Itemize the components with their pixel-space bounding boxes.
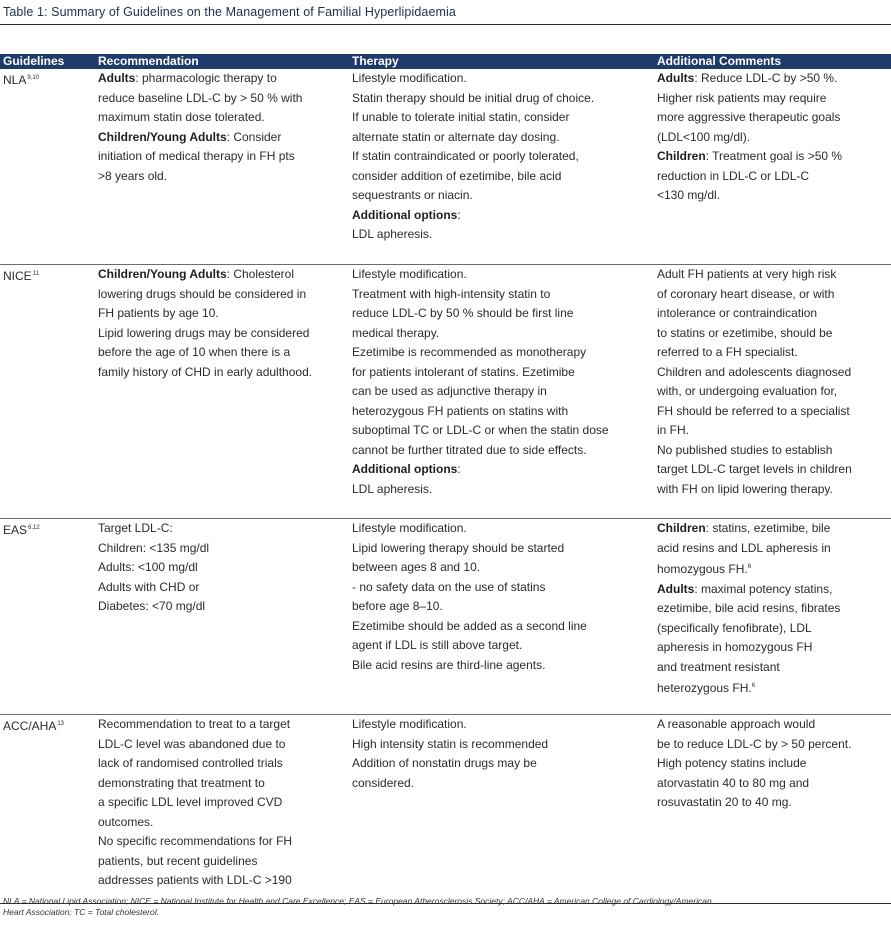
cell-line bbox=[98, 324, 349, 344]
text-run: Lifestyle modification. bbox=[352, 267, 467, 281]
text-run: Adults with CHD or bbox=[98, 579, 200, 594]
text-run: Lifestyle modification. bbox=[352, 71, 467, 85]
table-row bbox=[0, 265, 891, 519]
guidelines-table bbox=[0, 54, 891, 904]
cell-line bbox=[98, 735, 349, 755]
cell-line bbox=[657, 599, 891, 619]
cell-line bbox=[98, 793, 349, 813]
text-run: more aggressive therapeutic goals bbox=[657, 110, 841, 124]
guideline-name: NLA bbox=[3, 73, 27, 87]
cell-line bbox=[98, 715, 349, 735]
header-additional-comments: Additional Comments bbox=[654, 54, 891, 69]
cell-line bbox=[352, 186, 654, 206]
cell-line bbox=[352, 225, 654, 245]
bold-label: Additional options bbox=[352, 462, 458, 476]
cell-line bbox=[352, 69, 654, 89]
footnote-line: Heart Association; TC = Total cholesterol. bbox=[3, 907, 159, 917]
cell-line bbox=[657, 754, 891, 774]
text-run: target LDL-C target levels in children bbox=[657, 462, 852, 476]
text-run: suboptimal TC or LDL-C or when the statin dose bbox=[352, 423, 609, 437]
cell-line bbox=[352, 754, 654, 774]
text-run: rosuvastatin 20 to 40 mg. bbox=[657, 795, 792, 809]
cell-line bbox=[657, 580, 891, 600]
cell-line bbox=[98, 754, 349, 774]
cell-line bbox=[657, 402, 891, 422]
cell-line bbox=[98, 343, 349, 363]
text-run: (specifically fenofibrate), LDL bbox=[657, 620, 812, 635]
reference-superscript: 6 bbox=[747, 564, 752, 570]
cell-line bbox=[657, 460, 891, 480]
text-run: Children and adolescents diagnosed bbox=[657, 364, 852, 379]
cell-line bbox=[352, 363, 654, 383]
cell-line bbox=[657, 343, 891, 363]
cell-line bbox=[98, 578, 349, 598]
text-run: Higher risk patients may require bbox=[657, 90, 827, 105]
reference-superscript: 6 bbox=[751, 683, 756, 689]
cell-line bbox=[657, 69, 891, 89]
text-run: : Cholesterol bbox=[226, 267, 295, 281]
cell-line bbox=[352, 147, 654, 167]
comments-cell bbox=[654, 69, 891, 265]
cell-line bbox=[352, 617, 654, 637]
text-run: agent if LDL is still above target. bbox=[352, 638, 523, 652]
bold-label: Children bbox=[657, 521, 706, 535]
text-run: reduce baseline LDL-C by > 50 % with bbox=[98, 90, 303, 105]
cell-line bbox=[98, 167, 349, 187]
table-row bbox=[0, 519, 891, 715]
text-run: : bbox=[457, 207, 461, 222]
text-run: reduce LDL-C by 50 % should be first line bbox=[352, 306, 574, 320]
guideline-name: NICE bbox=[3, 269, 32, 283]
text-run: cannot be further titrated due to side effects. bbox=[352, 442, 587, 457]
cell-line bbox=[657, 619, 891, 639]
guideline-reference: 6,12 bbox=[28, 525, 40, 531]
cell-line bbox=[352, 636, 654, 656]
therapy-cell bbox=[349, 519, 654, 715]
text-run: Ezetimibe should be added as a second line bbox=[352, 618, 587, 633]
cell-line bbox=[352, 421, 654, 441]
guideline-cell bbox=[0, 69, 95, 265]
text-run: Target LDL-C: bbox=[98, 521, 173, 535]
guideline-cell bbox=[0, 519, 95, 715]
cell-line bbox=[657, 186, 891, 206]
cell-line bbox=[352, 128, 654, 148]
title-rule bbox=[0, 24, 891, 25]
text-run: FH patients by age 10. bbox=[98, 306, 219, 320]
text-run: homozygous FH. bbox=[657, 562, 748, 576]
cell-line bbox=[657, 421, 891, 441]
cell-line bbox=[657, 539, 891, 559]
text-run: heterozygous FH patients on statins with bbox=[352, 403, 569, 418]
text-run: LDL apheresis. bbox=[352, 481, 433, 496]
text-run: of coronary heart disease, or with bbox=[657, 286, 835, 301]
text-run: Treatment with high-intensity statin to bbox=[352, 286, 551, 301]
text-run: FH should be referred to a specialist bbox=[657, 403, 850, 418]
text-run: : Reduce LDL-C by >50 %. bbox=[694, 71, 838, 85]
text-run: patients, but recent guidelines bbox=[98, 853, 258, 868]
text-run: Recommendation to treat to a target bbox=[98, 717, 291, 731]
text-run: Lipid lowering drugs may be considered bbox=[98, 325, 310, 340]
guideline-cell bbox=[0, 265, 95, 519]
bold-label: Adults bbox=[98, 71, 136, 85]
text-run: before the age of 10 when there is a bbox=[98, 345, 291, 359]
cell-line bbox=[98, 832, 349, 852]
text-run: demonstrating that treatment to bbox=[98, 775, 265, 790]
recommendation-cell bbox=[95, 519, 349, 715]
cell-line bbox=[98, 774, 349, 794]
cell-line bbox=[657, 285, 891, 305]
text-run: >8 years old. bbox=[98, 168, 168, 183]
cell-line bbox=[657, 793, 891, 813]
text-run: Adults: <100 mg/dl bbox=[98, 560, 198, 574]
bold-label: Adults bbox=[657, 71, 695, 85]
cell-line bbox=[352, 480, 654, 500]
text-run: No published studies to establish bbox=[657, 442, 833, 457]
cell-line bbox=[98, 285, 349, 305]
text-run: : Treatment goal is >50 % bbox=[705, 149, 843, 163]
cell-line bbox=[98, 265, 349, 285]
bold-label: Children/Young Adults bbox=[98, 267, 227, 281]
comments-cell bbox=[654, 265, 891, 519]
bold-label: Children bbox=[657, 149, 706, 163]
cell-line bbox=[98, 128, 349, 148]
recommendation-cell bbox=[95, 715, 349, 904]
text-run: : statins, ezetimibe, bile bbox=[705, 521, 831, 535]
text-run: - no safety data on the use of statins bbox=[352, 579, 546, 594]
cell-line bbox=[657, 167, 891, 187]
cell-line bbox=[98, 69, 349, 89]
text-run: for patients intolerant of statins. Ezetimibe bbox=[352, 364, 575, 379]
comments-cell bbox=[654, 715, 891, 904]
cell-line bbox=[657, 715, 891, 735]
text-run: LDL-C level was abandoned due to bbox=[98, 736, 286, 751]
text-run: No specific recommendations for FH bbox=[98, 834, 293, 848]
cell-line bbox=[657, 658, 891, 678]
cell-line bbox=[98, 89, 349, 109]
text-run: between ages 8 and 10. bbox=[352, 560, 481, 574]
cell-line bbox=[657, 108, 891, 128]
text-run: family history of CHD in early adulthood. bbox=[98, 364, 313, 379]
cell-line bbox=[352, 89, 654, 109]
text-run: If unable to tolerate initial statin, consider bbox=[352, 110, 570, 124]
table-title: Table 1: Summary of Guidelines on the Management of Familial Hyperlipidaemia bbox=[3, 5, 456, 19]
footnote bbox=[3, 896, 883, 918]
text-run: Diabetes: <70 mg/dl bbox=[98, 599, 206, 613]
text-run: heterozygous FH. bbox=[657, 681, 752, 695]
text-run: : maximal potency statins, bbox=[694, 581, 833, 596]
cell-line bbox=[352, 206, 654, 226]
cell-line bbox=[657, 558, 891, 580]
text-run: Bile acid resins are third-line agents. bbox=[352, 657, 546, 672]
cell-line bbox=[657, 363, 891, 383]
cell-line bbox=[657, 128, 891, 148]
text-run: to statins or ezetimibe, should be bbox=[657, 325, 833, 340]
cell-line bbox=[98, 147, 349, 167]
text-run: apheresis in homozygous FH bbox=[657, 640, 813, 654]
text-run: Lifestyle modification. bbox=[352, 521, 467, 535]
text-run: consider addition of ezetimibe, bile acid bbox=[352, 168, 562, 183]
cell-line bbox=[352, 715, 654, 735]
cell-line bbox=[657, 441, 891, 461]
cell-line bbox=[657, 382, 891, 402]
cell-line bbox=[657, 265, 891, 285]
cell-line bbox=[352, 441, 654, 461]
text-run: (LDL<100 mg/dl). bbox=[657, 129, 751, 144]
text-run: with FH on lipid lowering therapy. bbox=[657, 481, 833, 496]
cell-line bbox=[98, 871, 349, 891]
cell-line bbox=[657, 774, 891, 794]
cell-line bbox=[352, 539, 654, 559]
cell-line bbox=[352, 460, 654, 480]
bold-label: Children/Young Adults bbox=[98, 129, 227, 144]
guideline-name: EAS bbox=[3, 523, 28, 537]
cell-line bbox=[657, 638, 891, 658]
text-run: alternate statin or alternate day dosing. bbox=[352, 129, 560, 144]
cell-line bbox=[98, 108, 349, 128]
cell-line bbox=[657, 677, 891, 699]
text-run: High intensity statin is recommended bbox=[352, 736, 549, 751]
guideline-cell bbox=[0, 715, 95, 904]
cell-line bbox=[352, 402, 654, 422]
therapy-cell bbox=[349, 69, 654, 265]
table-header-row bbox=[0, 54, 891, 69]
recommendation-cell bbox=[95, 265, 349, 519]
text-run: A reasonable approach would bbox=[657, 717, 816, 731]
cell-line bbox=[657, 304, 891, 324]
footnote-line: NLA = National Lipid Association; NICE = National Institute for Health and Care Excellence; EAS = European Atherosclerosis Society; ACC/AHA = American College of Cardiology/American bbox=[3, 896, 712, 906]
text-run: High potency statins include bbox=[657, 756, 807, 770]
text-run: : bbox=[457, 462, 461, 476]
cell-line bbox=[352, 774, 654, 794]
cell-line bbox=[657, 480, 891, 500]
cell-line bbox=[657, 735, 891, 755]
guideline-reference: 9,10 bbox=[27, 75, 40, 81]
cell-line bbox=[352, 519, 654, 539]
text-run: and treatment resistant bbox=[657, 659, 780, 674]
text-run: maximum statin dose tolerated. bbox=[98, 110, 265, 124]
text-run: be to reduce LDL-C by > 50 percent. bbox=[657, 736, 852, 751]
guideline-reference: 11 bbox=[32, 271, 39, 277]
text-run: in FH. bbox=[657, 423, 690, 437]
text-run: can be used as adjunctive therapy in bbox=[352, 384, 547, 398]
cell-line bbox=[98, 597, 349, 617]
text-run: If statin contraindicated or poorly tolerated, bbox=[352, 149, 579, 163]
text-run: lack of randomised controlled trials bbox=[98, 756, 283, 770]
cell-line bbox=[657, 519, 891, 539]
header-therapy: Therapy bbox=[349, 54, 654, 69]
cell-line bbox=[98, 558, 349, 578]
table-row bbox=[0, 715, 891, 904]
text-run: intolerance or contraindication bbox=[657, 306, 818, 320]
cell-line bbox=[352, 578, 654, 598]
table-row bbox=[0, 69, 891, 265]
comments-cell bbox=[654, 519, 891, 715]
text-run: with, or undergoing evaluation for, bbox=[657, 384, 838, 398]
cell-line bbox=[657, 147, 891, 167]
text-run: lowering drugs should be considered in bbox=[98, 286, 307, 301]
text-run: Lifestyle modification. bbox=[352, 717, 467, 731]
cell-line bbox=[352, 285, 654, 305]
cell-line bbox=[352, 304, 654, 324]
guideline-name: ACC/AHA bbox=[3, 719, 57, 733]
text-run: Statin therapy should be initial drug of choice. bbox=[352, 90, 595, 105]
text-run: reduction in LDL-C or LDL-C bbox=[657, 168, 810, 183]
text-run: before age 8–10. bbox=[352, 599, 443, 613]
text-run: outcomes. bbox=[98, 814, 154, 829]
text-run: sequestrants or niacin. bbox=[352, 188, 473, 202]
cell-line bbox=[98, 852, 349, 872]
cell-line bbox=[98, 304, 349, 324]
cell-line bbox=[657, 89, 891, 109]
bold-label: Additional options bbox=[352, 207, 458, 222]
text-run: : Consider bbox=[226, 129, 282, 144]
text-run: ezetimibe, bile acid resins, fibrates bbox=[657, 601, 841, 615]
text-run: acid resins and LDL apheresis in bbox=[657, 540, 831, 555]
cell-line bbox=[657, 324, 891, 344]
text-run: initiation of medical therapy in FH pts bbox=[98, 149, 295, 163]
cell-line bbox=[352, 735, 654, 755]
text-run: a specific LDL level improved CVD bbox=[98, 795, 283, 809]
cell-line bbox=[352, 108, 654, 128]
text-run: <130 mg/dl. bbox=[657, 188, 721, 202]
text-run: LDL apheresis. bbox=[352, 227, 433, 241]
cell-line bbox=[352, 558, 654, 578]
text-run: atorvastatin 40 to 80 mg and bbox=[657, 775, 810, 790]
text-run: addresses patients with LDL-C >190 bbox=[98, 873, 292, 887]
cell-line bbox=[98, 363, 349, 383]
text-run: Ezetimibe is recommended as monotherapy bbox=[352, 345, 587, 359]
cell-line bbox=[352, 382, 654, 402]
text-run: medical therapy. bbox=[352, 325, 440, 340]
cell-line bbox=[352, 656, 654, 676]
bold-label: Adults bbox=[657, 581, 695, 596]
cell-line bbox=[98, 813, 349, 833]
cell-line bbox=[352, 324, 654, 344]
text-run: Lipid lowering therapy should be started bbox=[352, 540, 565, 555]
therapy-cell bbox=[349, 265, 654, 519]
recommendation-cell bbox=[95, 69, 349, 265]
header-recommendation: Recommendation bbox=[95, 54, 349, 69]
text-run: Adult FH patients at very high risk bbox=[657, 267, 837, 281]
cell-line bbox=[352, 167, 654, 187]
text-run: considered. bbox=[352, 775, 415, 790]
cell-line bbox=[352, 265, 654, 285]
guideline-reference: 13 bbox=[57, 721, 65, 727]
cell-line bbox=[98, 519, 349, 539]
text-run: Children: <135 mg/dl bbox=[98, 540, 210, 555]
therapy-cell bbox=[349, 715, 654, 904]
text-run: referred to a FH specialist. bbox=[657, 345, 798, 359]
cell-line bbox=[352, 597, 654, 617]
cell-line bbox=[352, 343, 654, 363]
header-guidelines: Guidelines bbox=[0, 54, 95, 69]
text-run: : pharmacologic therapy to bbox=[135, 71, 277, 85]
cell-line bbox=[98, 539, 349, 559]
text-run: Addition of nonstatin drugs may be bbox=[352, 756, 537, 770]
